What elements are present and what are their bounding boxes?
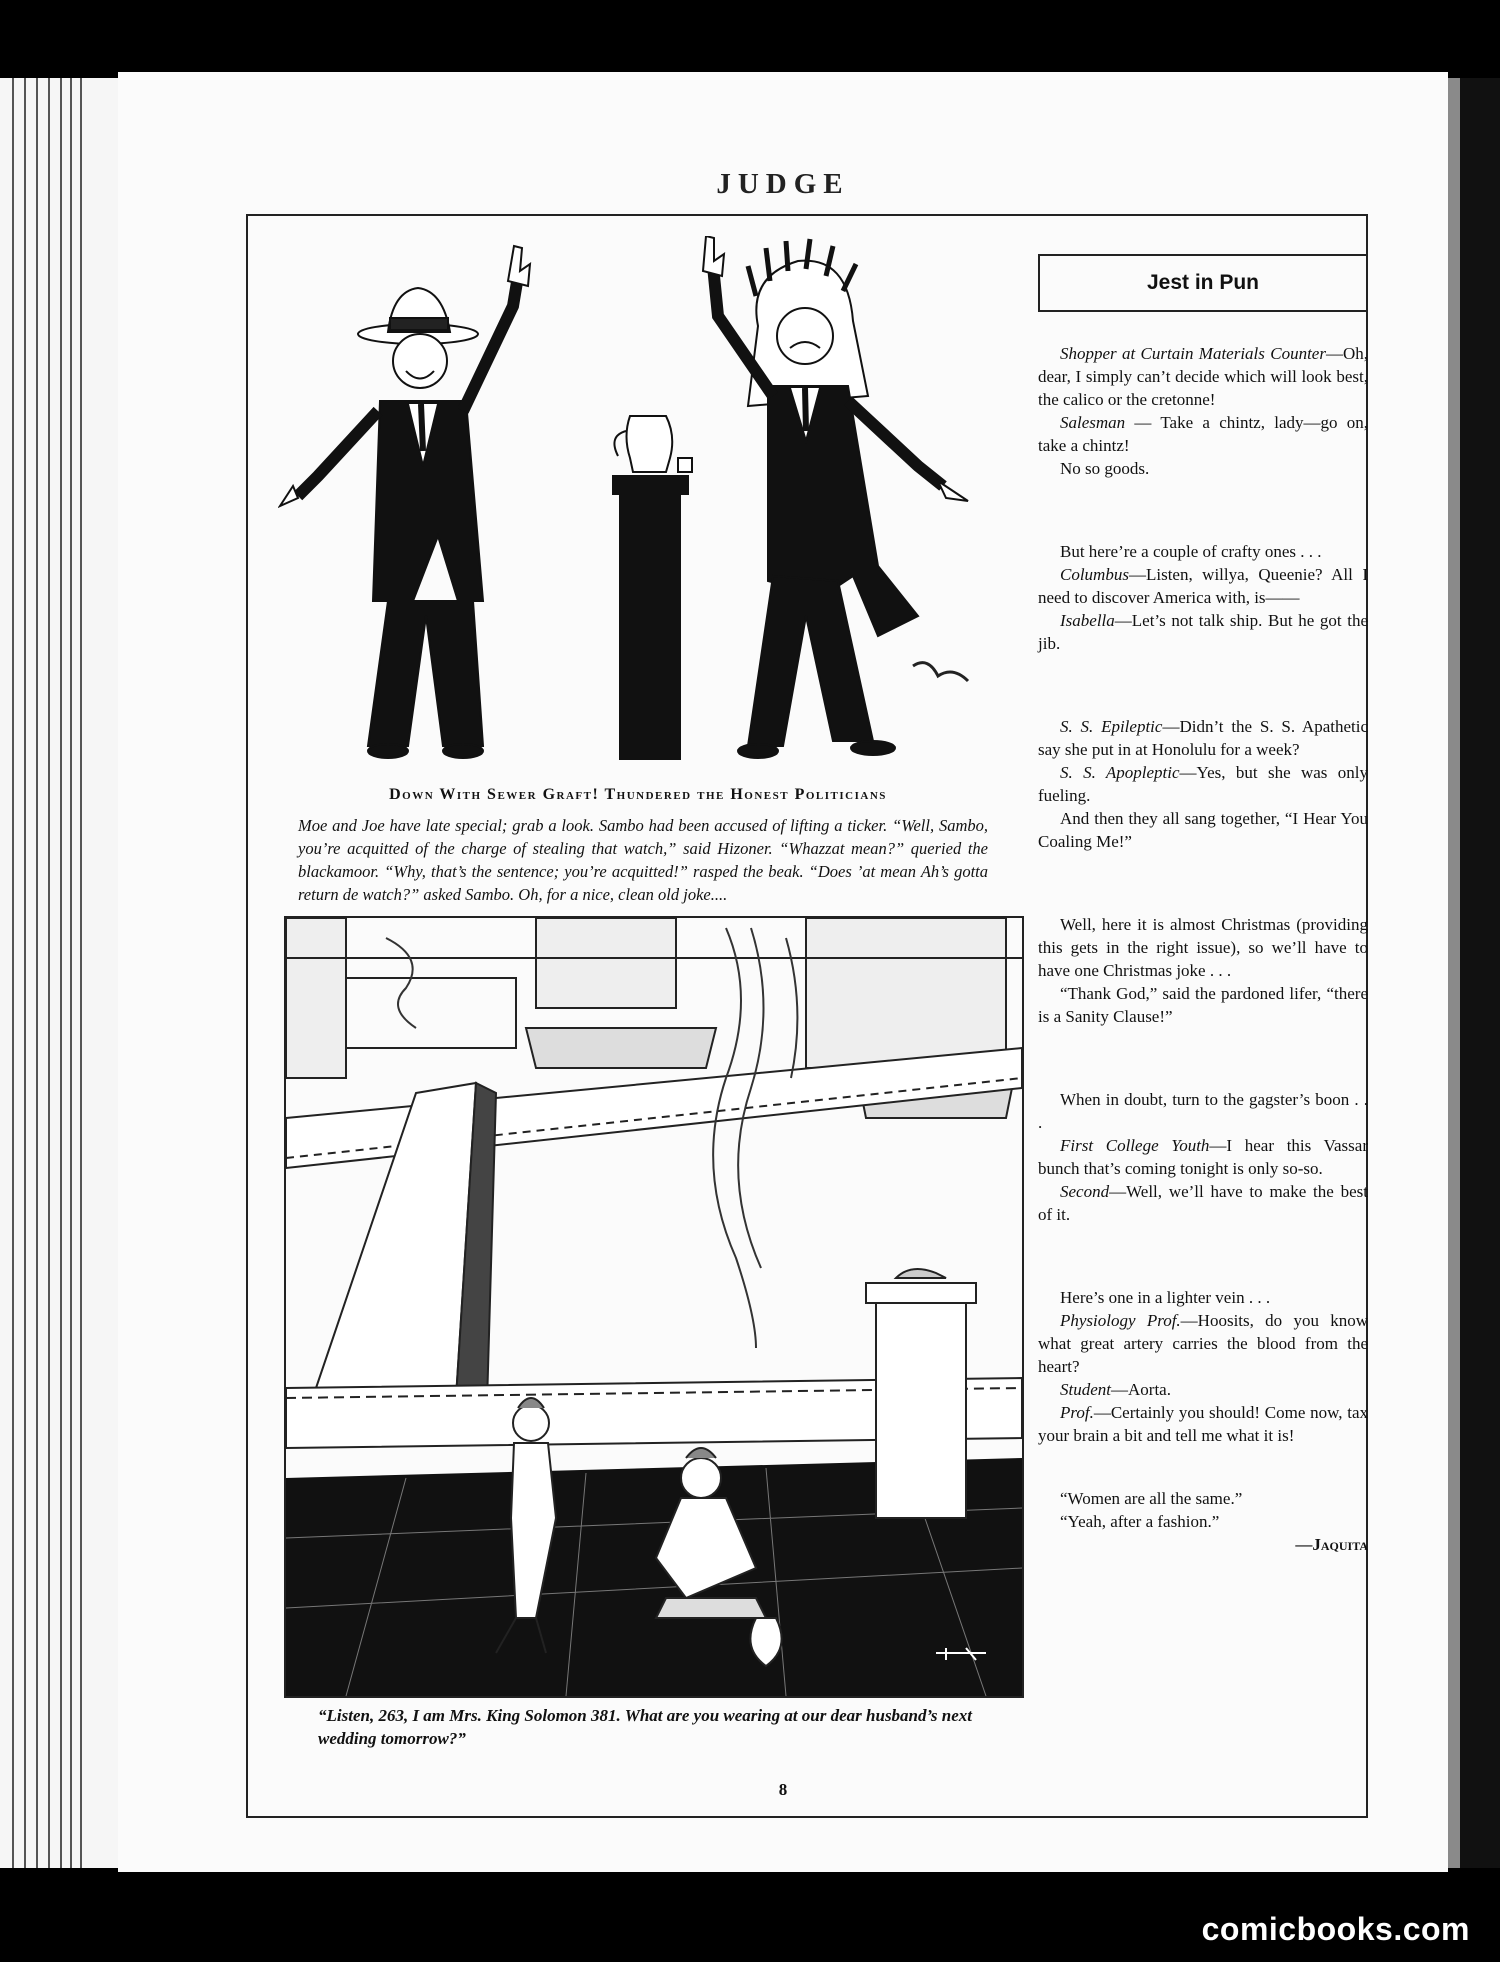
book-page-edges <box>0 78 130 1868</box>
watermark: comicbooks.com <box>1201 1911 1470 1947</box>
column-title: Jest in Pun <box>1146 271 1260 294</box>
joke-line: Salesman — Take a chintz, lady—go on, take a chintz! <box>1038 413 1368 455</box>
joke-line: No so goods. <box>1060 459 1150 478</box>
joke-christmas <box>1038 913 1368 1028</box>
joke-line: Student—Aorta. <box>1060 1380 1171 1399</box>
joke-aorta <box>1038 1286 1368 1447</box>
magazine-page <box>118 72 1448 1872</box>
joke-line: “Women are all the same.” <box>1060 1489 1243 1508</box>
joke-columbus <box>1038 540 1368 655</box>
column-title-box <box>1038 254 1368 312</box>
cartoon1-caption-title: Down With Sewer Graft! Thundered the Honest Politicians <box>389 786 887 803</box>
joke-line: “Yeah, after a fashion.” <box>1060 1512 1220 1531</box>
cartoon-politicians <box>278 236 998 766</box>
joke-vassar <box>1038 1088 1368 1226</box>
joke-line: S. S. Epileptic—Didn’t the S. S. Apathetic say she put in at Honolulu for a week? <box>1038 717 1368 759</box>
joke-line: Shopper at Curtain Materials Counter—Oh, dear, I simply can’t decide which will look best, the calico or the cretonne! <box>1038 344 1368 409</box>
temple-scene-drawing <box>286 918 1022 1696</box>
lectern-with-pitcher <box>613 416 692 759</box>
joke-line: When in doubt, turn to the gagster’s boon . . . <box>1038 1090 1368 1132</box>
running-head: JUDGE <box>716 168 850 200</box>
joke-line: Here’s one in a lighter vein . . . <box>1060 1288 1271 1307</box>
joke-ships <box>1038 715 1368 853</box>
politician-right-figure <box>703 236 968 758</box>
page-number: 8 <box>778 1780 788 1799</box>
joke-chintz <box>1038 342 1368 480</box>
cartoon-solomon-wives <box>284 916 1024 1698</box>
joke-line: And then they all sang together, “I Hear You Coaling Me!” <box>1038 809 1368 851</box>
artist-signature <box>913 663 968 681</box>
joke-line: First College Youth—I hear this Vassar bunch that’s coming tonight is only so-so. <box>1038 1136 1369 1178</box>
column-signature: —Jaquita <box>1295 1535 1368 1554</box>
cartoon2-caption: “Listen, 263, I am Mrs. King Solomon 381. What are you wearing at our dear husband’s next wedding tomorrow?” <box>318 1706 973 1748</box>
joke-line: Isabella—Let’s not talk ship. But he got the jib. <box>1038 611 1368 653</box>
cartoon1-caption-body: Moe and Joe have late special; grab a look. Sambo had been accused of lifting a ticker. “Well, Sambo, you’re acquitted of the charge of stealing that watch,” said Hizoner. “Whazzat mean?” queried the blackamoor. “Why, that’s the sentence; you’re acquitted!” rasped the beak. “Does ’at mean Ah’s gotta return de watch?” asked Sambo. Oh, for a nice, clean old joke.... <box>298 816 988 904</box>
jest-in-pun-column-header <box>1038 246 1358 312</box>
joke-fashion <box>1038 1487 1368 1533</box>
joke-line: Prof.—Certainly you should! Come now, tax your brain a bit and tell me what it is! <box>1038 1403 1368 1445</box>
page-frame <box>246 214 1368 1818</box>
joke-line: Well, here it is almost Christmas (providing this gets in the right issue), so we’ll have to have one Christmas joke . . . <box>1038 915 1368 980</box>
joke-line: S. S. Apopleptic—Yes, but she was only fueling. <box>1038 763 1368 805</box>
joke-line: Columbus—Listen, willya, Queenie? All I need to discover America with, is—— <box>1038 565 1368 607</box>
jokes-column <box>1038 342 1368 1556</box>
joke-line: Physiology Prof.—Hoosits, do you know what great artery carries the blood from the heart? <box>1038 1311 1368 1376</box>
joke-line: “Thank God,” said the pardoned lifer, “there is a Sanity Clause!” <box>1038 984 1368 1026</box>
joke-line: Second—Well, we’ll have to make the best of it. <box>1038 1182 1368 1224</box>
politician-left-figure <box>280 246 530 758</box>
joke-line: But here’re a couple of crafty ones . . . <box>1060 542 1322 561</box>
altar <box>866 1269 976 1518</box>
